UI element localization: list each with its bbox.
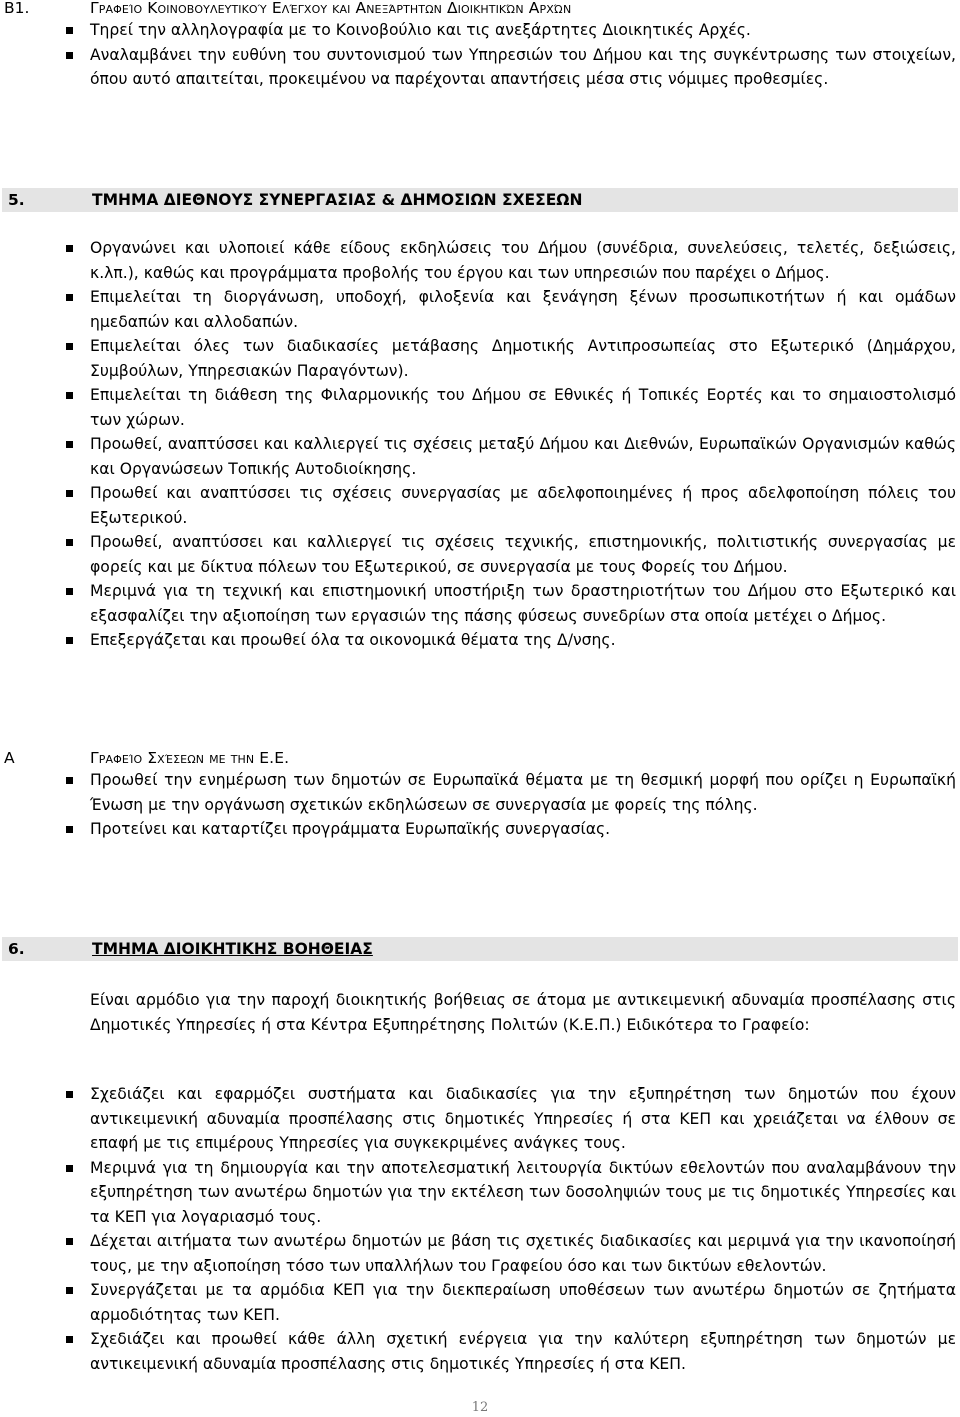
section-5-list xyxy=(0,236,960,653)
section-6-heading xyxy=(2,937,958,961)
bullet-icon xyxy=(66,539,73,546)
section-5-number: 5. xyxy=(8,191,25,209)
list-item: Προτείνει και καταρτίζει προγράμματα Ευρωπαϊκής συνεργασίας. xyxy=(0,817,960,842)
bullet-icon xyxy=(66,245,73,252)
list-item: Προωθεί την ενημέρωση των δημοτών σε Ευρωπαϊκά θέματα με τη θεσμική μορφή που ορίζει η Ευρωπαϊκή Ένωση με την οργάνωση σχετικών εκδηλώσεων σε συνεργασία με φορείς της πόλης. xyxy=(0,768,960,817)
b1-number: Β1. xyxy=(4,0,30,17)
list-item: Μεριμνά για τη τεχνική και επιστημονική υποστήριξη των δραστηριοτήτων του Δήμου στο Εξωτερικό και εξασφαλίζει την αξιοποίηση των εργασιών της πάσης φύσεως συνεδρίων στα οποία μετέχει ο Δήμος. xyxy=(0,579,960,628)
bullet-icon xyxy=(66,1165,73,1172)
list-item: Συνεργάζεται με τα αρμόδια ΚΕΠ για την διεκπεραίωση υποθέσεων των ανωτέρω δημοτών σε ζητήματα αρμοδιότητας των ΚΕΠ. xyxy=(0,1278,960,1327)
list-item: Τηρεί την αλληλογραφία με το Κοινοβούλιο και τις ανεξάρτητες Διοικητικές Αρχές. xyxy=(0,18,960,43)
bullet-icon xyxy=(66,1238,73,1245)
b1-title: Γραφείο Κοινοβουλευτικού Ελέγχου και Ανεξάρτητων Διοικητικών Αρχών xyxy=(90,0,572,17)
list-item: Προωθεί, αναπτύσσει και καλλιεργεί τις σχέσεις τεχνικής, επιστημονικής, πολιτιστικής συνεργασίας με φορείς και με δίκτυα πόλεων του Εξωτερικού, σε συνεργασία με τους Φορείς του Δήμου. xyxy=(0,530,960,579)
bullet-icon xyxy=(66,637,73,644)
list-item: Σχεδιάζει και εφαρμόζει συστήματα και διαδικασίες για την εξυπηρέτηση των δημοτών που έχουν αντικειμενική αδυναμία προσπέλασης στις δημοτικές Υπηρεσίες ή στα ΚΕΠ και χρειάζεται να έλθουν σε επαφή με τις επιμέρους Υπηρεσίες για συγκεκριμένες ανάγκες τους. xyxy=(0,1082,960,1156)
page-number: 12 xyxy=(471,1400,489,1415)
section-5-title: ΤΜΗΜΑ ΔΙΕΘΝΟΥΣ ΣΥΝΕΡΓΑΣΙΑΣ & ΔΗΜΟΣΙΩΝ ΣΧΕΣΕΩΝ xyxy=(92,191,583,209)
list-item: Επιμελείται τη διάθεση της Φιλαρμονικής του Δήμου σε Εθνικές ή Τοπικές Εορτές και το σημαιοστολισμό των χώρων. xyxy=(0,383,960,432)
bullet-icon xyxy=(66,441,73,448)
section-6-intro: Είναι αρμόδιο για την παροχή διοικητικής βοήθειας σε άτομα με αντικειμενική αδυναμία προσπέλασης στις Δημοτικές Υπηρεσίες ή στα Κέντρα Εξυπηρέτησης Πολιτών (Κ.Ε.Π.) Ειδικότερα το Γραφείο: xyxy=(90,991,956,1034)
office-a-title: Γραφείο Σχέσεων με την Ε.Ε. xyxy=(90,749,290,767)
bullet-icon xyxy=(66,294,73,301)
bullet-icon xyxy=(66,52,73,59)
list-item: Επεξεργάζεται και προωθεί όλα τα οικονομικά θέματα της Δ/νσης. xyxy=(0,628,960,653)
list-item: Αναλαμβάνει την ευθύνη του συντονισμού των Υπηρεσιών του Δήμου και της συγκέντρωσης των στοιχείων, όπου αυτό απαιτείται, προκειμένου να παρέχονται απαντήσεις μέσα στις νόμιμες προθεσμίες. xyxy=(0,43,960,92)
bullet-icon xyxy=(66,1091,73,1098)
bullet-icon xyxy=(66,490,73,497)
list-item: Δέχεται αιτήματα των ανωτέρω δημοτών με βάση τις σχετικές διαδικασίες και μεριμνά για την ικανοποίησή τους, με την αξιοποίηση τόσο των υπαλλήλων του Γραφείου όσο και των δικτύων εθελοντών. xyxy=(0,1229,960,1278)
office-a-number: Α xyxy=(4,749,15,767)
office-a-list xyxy=(0,768,960,842)
section-6-list xyxy=(0,1082,960,1376)
list-item: Προωθεί και αναπτύσσει τις σχέσεις συνεργασίας με αδελφοποιημένες ή προς αδελφοποίηση πόλεις του Εξωτερικού. xyxy=(0,481,960,530)
list-item: Σχεδιάζει και προωθεί κάθε άλλη σχετική ενέργεια για την καλύτερη εξυπηρέτηση των δημοτών με αντικειμενική αδυναμία προσπέλασης στις δημοτικές Υπηρεσίες ή στα ΚΕΠ. xyxy=(0,1327,960,1376)
bullet-icon xyxy=(66,1287,73,1294)
bullet-icon xyxy=(66,588,73,595)
section-6-title: ΤΜΗΜΑ ΔΙΟΙΚΗΤΙΚΗΣ ΒΟΗΘΕΙΑΣ xyxy=(92,940,373,958)
section-5-heading xyxy=(2,188,958,212)
list-item: Προωθεί, αναπτύσσει και καλλιεργεί τις σχέσεις μεταξύ Δήμου και Διεθνών, Ευρωπαϊκών Οργανισμών καθώς και Οργανώσεων Τοπικής Αυτοδιοίκησης. xyxy=(0,432,960,481)
bullet-icon xyxy=(66,343,73,350)
section-6-number: 6. xyxy=(8,940,25,958)
bullet-icon xyxy=(66,392,73,399)
bullet-icon xyxy=(66,27,73,34)
list-item: Μεριμνά για τη δημιουργία και την αποτελεσματική λειτουργία δικτύων εθελοντών που αναλαμβάνουν την εξυπηρέτηση των ανωτέρω δημοτών για την εκτέλεση των δοσοληψιών τους με τις δημοτικές Υπηρεσίες και τα ΚΕΠ για λογαριασμό τους. xyxy=(0,1156,960,1230)
list-item: Οργανώνει και υλοποιεί κάθε είδους εκδηλώσεις του Δήμου (συνέδρια, συνελεύσεις, τελετές, δεξιώσεις, κ.λπ.), καθώς και προγράμματα προβολής του έργου και των υπηρεσιών που παρέχει ο Δήμος. xyxy=(0,236,960,285)
bullet-icon xyxy=(66,777,73,784)
bullet-icon xyxy=(66,826,73,833)
list-item: Επιμελείται τη διοργάνωση, υποδοχή, φιλοξενία και ξενάγηση ξένων προσωπικοτήτων ή και ομάδων ημεδαπών και αλλοδαπών. xyxy=(0,285,960,334)
b1-list xyxy=(0,18,960,92)
bullet-icon xyxy=(66,1336,73,1343)
list-item: Επιμελείται όλες των διαδικασίες μετάβασης Δημοτικής Αντιπροσωπείας στο Εξωτερικό (Δημάρχου, Συμβούλων, Υπηρεσιακών Παραγόντων). xyxy=(0,334,960,383)
